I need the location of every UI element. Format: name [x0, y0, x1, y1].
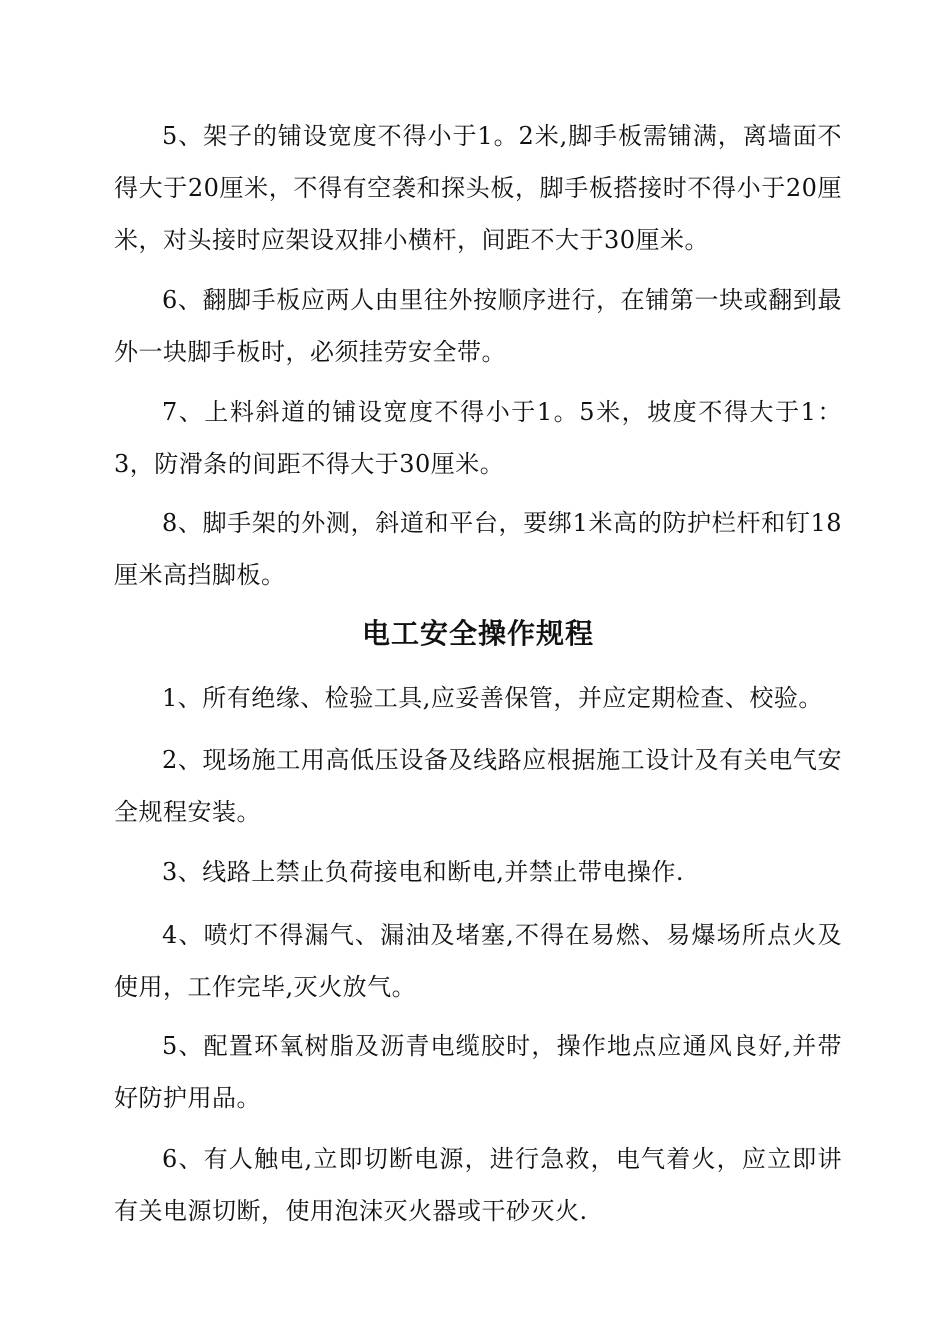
- rule-paragraph: 1、所有绝缘、检验工具,应妥善保管，并应定期检查、校验。: [162, 684, 823, 712]
- rule-paragraph: 5、配置环氧树脂及沥青电缆胶时，操作地点应通风良好,并带好防护用品。: [114, 1032, 842, 1112]
- rule-paragraph: 6、有人触电,立即切断电源，进行急救，电气着火，应立即讲有关电源切断，使用泡沫灭火器或干砂灭火.: [114, 1145, 842, 1225]
- rule-paragraph: 3、线路上禁止负荷接电和断电,并禁止带电操作.: [162, 858, 685, 886]
- rule-paragraph: 8、脚手架的外测，斜道和平台，要绑1米高的防护栏杆和钉18厘米高挡脚板。: [114, 509, 842, 589]
- rule-paragraph: 4、喷灯不得漏气、漏油及堵塞,不得在易燃、易爆场所点火及使用，工作完毕,灭火放气。: [114, 921, 842, 1001]
- rule-paragraph: 6、翻脚手板应两人由里往外按顺序进行，在铺第一块或翻到最外一块脚手板时，必须挂劳安全带。: [114, 286, 842, 366]
- rule-paragraph: 5、架子的铺设宽度不得小于1。2米,脚手板需铺满，离墙面不得大于20厘米，不得有空袭和探头板，脚手板搭接时不得小于20厘米，对头接时应架设双排小横杆，间距不大于30厘米。: [114, 122, 842, 254]
- rule-paragraph: 7、上料斜道的铺设宽度不得小于1。5米，坡度不得大于1：3，防滑条的间距不得大于30厘米。: [114, 398, 842, 478]
- rule-paragraph: 2、现场施工用高低压设备及线路应根据施工设计及有关电气安全规程安装。: [114, 746, 842, 826]
- section-title: 电工安全操作规程: [361, 617, 594, 650]
